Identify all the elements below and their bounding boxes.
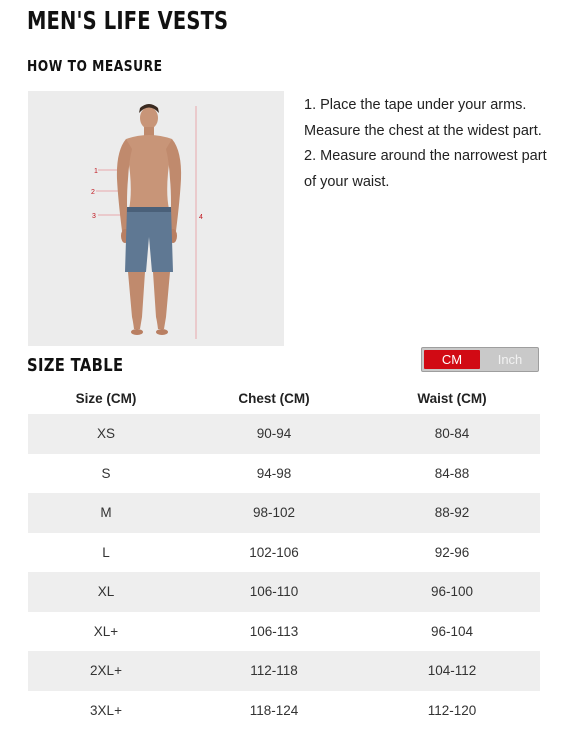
- chest-cell: 106-110: [184, 572, 364, 612]
- marker-1: 1: [94, 168, 98, 175]
- instruction-step-1: 1. Place the tape under your arms. Measure the chest at the widest part.: [304, 97, 542, 139]
- marker-3: 3: [92, 213, 96, 220]
- waist-cell: 80-84: [364, 414, 540, 454]
- table-row: [28, 572, 540, 612]
- table-row: [28, 454, 540, 494]
- waist-cell: 112-120: [427, 702, 477, 718]
- size-cell: XL: [28, 572, 184, 612]
- unit-cm-button[interactable]: CM: [424, 350, 480, 369]
- table-row: [28, 533, 540, 573]
- column-header-size: Size (CM): [75, 390, 137, 406]
- table-row: [28, 493, 540, 533]
- table-row: [28, 612, 540, 652]
- chest-cell: 90-94: [184, 414, 364, 454]
- size-cell: 2XL+: [28, 651, 184, 691]
- size-cell: M: [28, 493, 184, 533]
- column-header-chest: Chest (CM): [238, 390, 310, 406]
- model-illustration: [28, 91, 284, 346]
- size-table-heading: SIZE TABLE: [27, 355, 124, 376]
- chest-cell: 106-113: [249, 623, 299, 639]
- size-cell: S: [101, 465, 111, 481]
- table-header-row: [28, 382, 540, 414]
- table-row: [28, 651, 540, 691]
- page-title: MEN'S LIFE VESTS: [27, 6, 229, 35]
- instruction-step-2: 2. Measure around the narrowest part of your waist.: [304, 148, 547, 190]
- chest-cell: 98-102: [184, 493, 364, 533]
- table-row: [28, 414, 540, 454]
- chest-cell: 94-98: [256, 465, 292, 481]
- waist-cell: 84-88: [434, 465, 470, 481]
- waist-cell: 96-100: [364, 572, 540, 612]
- waist-cell: 92-96: [434, 544, 470, 560]
- chest-cell: 118-124: [249, 702, 299, 718]
- waist-cell: 104-112: [364, 651, 540, 691]
- size-cell: L: [102, 544, 110, 560]
- measurement-figure: [28, 91, 284, 346]
- chest-cell: 102-106: [249, 544, 299, 560]
- marker-4: 4: [199, 214, 203, 221]
- unit-inch-button[interactable]: Inch: [497, 352, 523, 367]
- size-cell: XS: [28, 414, 184, 454]
- column-header-waist: Waist (CM): [417, 390, 487, 406]
- size-cell: XL+: [93, 623, 119, 639]
- model-figure: [117, 104, 181, 335]
- table-row: [28, 691, 540, 731]
- unit-toggle[interactable]: [421, 347, 539, 372]
- size-table: [28, 382, 540, 730]
- marker-2: 2: [91, 189, 95, 196]
- size-cell: 3XL+: [90, 702, 122, 718]
- chest-cell: 112-118: [184, 651, 364, 691]
- measure-instructions: [304, 93, 554, 195]
- how-to-measure-heading: HOW TO MEASURE: [27, 57, 163, 75]
- waist-cell: 96-104: [430, 623, 474, 639]
- waist-cell: 88-92: [364, 493, 540, 533]
